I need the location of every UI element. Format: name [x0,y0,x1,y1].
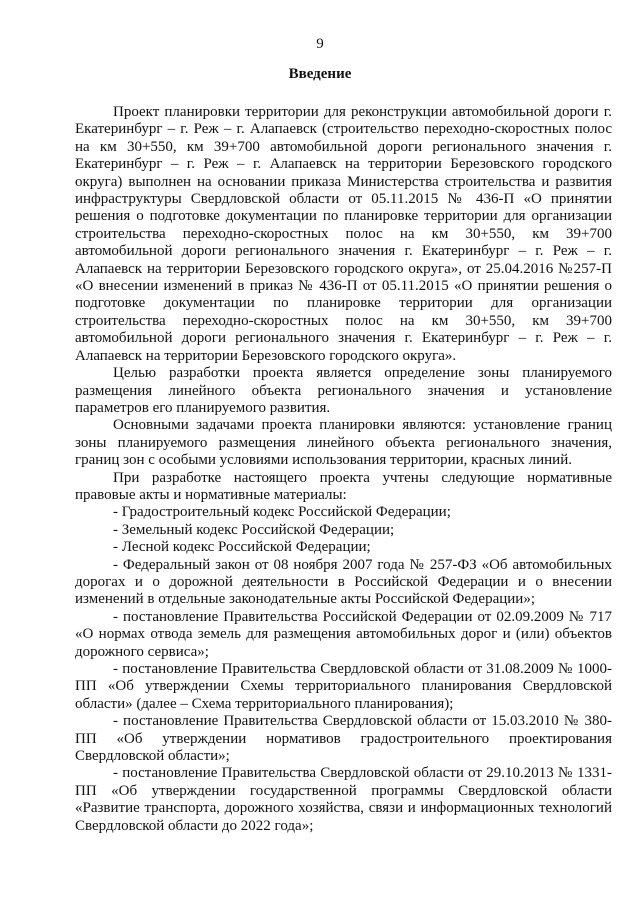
paragraph: Основными задачами проекта планировки являются: установление границ зоны планируемого размещения линейного объекта регионального значения, границ зон с особыми условиями использования территории, красных линий. [75,417,612,469]
list-item: - Земельный кодекс Российской Федерации; [113,521,395,538]
list-item: - Федеральный закон от 08 ноября 2007 года № 257-ФЗ «Об автомобильных дорогах и о дорожной деятельности в Российской Федерации и о внесении изменений в отдельные законодательные акты Российской Федерации»; [75,556,612,608]
list-item: - Градостроительный кодекс Российской Федерации; [113,504,451,521]
page-number: 9 [316,36,324,52]
list-item: - постановление Правительства Свердловской области от 31.08.2009 № 1000-ПП «Об утверждении Схемы территориального планирования Свердловской области» (далее – Схема территориального планирования); [75,661,612,712]
list-item: - постановление Правительства Свердловской области от 15.03.2010 № 380-ПП «Об утверждении нормативов градостроительного проектирования Свердловской области»; [75,713,612,765]
paragraph: При разработке настоящего проекта учтены следующие нормативные правовые акты и нормативные материалы: [75,469,612,503]
paragraph: Целью разработки проекта является определение зоны планируемого размещения линейного объекта регионального значения и установление параметров его планируемого развития. [75,365,612,416]
document-body [75,104,612,835]
list-item: - Лесной кодекс Российской Федерации; [113,539,371,556]
list-item: - постановление Правительства Свердловской области от 29.10.2013 № 1331-ПП «Об утверждении государственной программы Свердловской области «Развитие транспорта, дорожного хозяйства, связи и информационных технологий Свердловской области до 2022 года»; [75,765,612,834]
paragraph: Проект планировки территории для реконструкции автомобильной дороги г. Екатеринбург – г. Реж – г. Алапаевск (строительство переходно-скоростных полос на км 30+550, км 39+700 автомобильной дороги регионального значения г. Екатеринбург – г. Реж – г. Алапаевск на территории Березовского городского округа) выполнен на основании приказа Министерства строительства и развития инфраструктуры Свердловской области от 05.11.2015 № 436-П «О принятии решения о подготовке документации по планировке территории для организации строительства переходно-скоростных полос на км 30+550, км 39+700 автомобильной дороги регионального значения г. Екатеринбург – г. Реж – г. Алапаевск на территории Березовского городского округа», от 25.04.2016 №257-П «О внесении изменений в приказ № 436-П от 05.11.2015 «О принятии решения о подготовке документации по планировке территории для организации строительства переходно-скоростных полос на км 30+550, км 39+700 автомобильной дороги регионального значения г. Екатеринбург – г. Реж – г. Алапаевск на территории Березовского городского округа». [75,104,612,364]
section-title: Введение [288,66,352,82]
list-item: - постановление Правительства Российской Федерации от 02.09.2009 № 717 «О нормах отвода земель для размещения автомобильных дорог и (или) объектов дорожного сервиса»; [75,608,612,660]
